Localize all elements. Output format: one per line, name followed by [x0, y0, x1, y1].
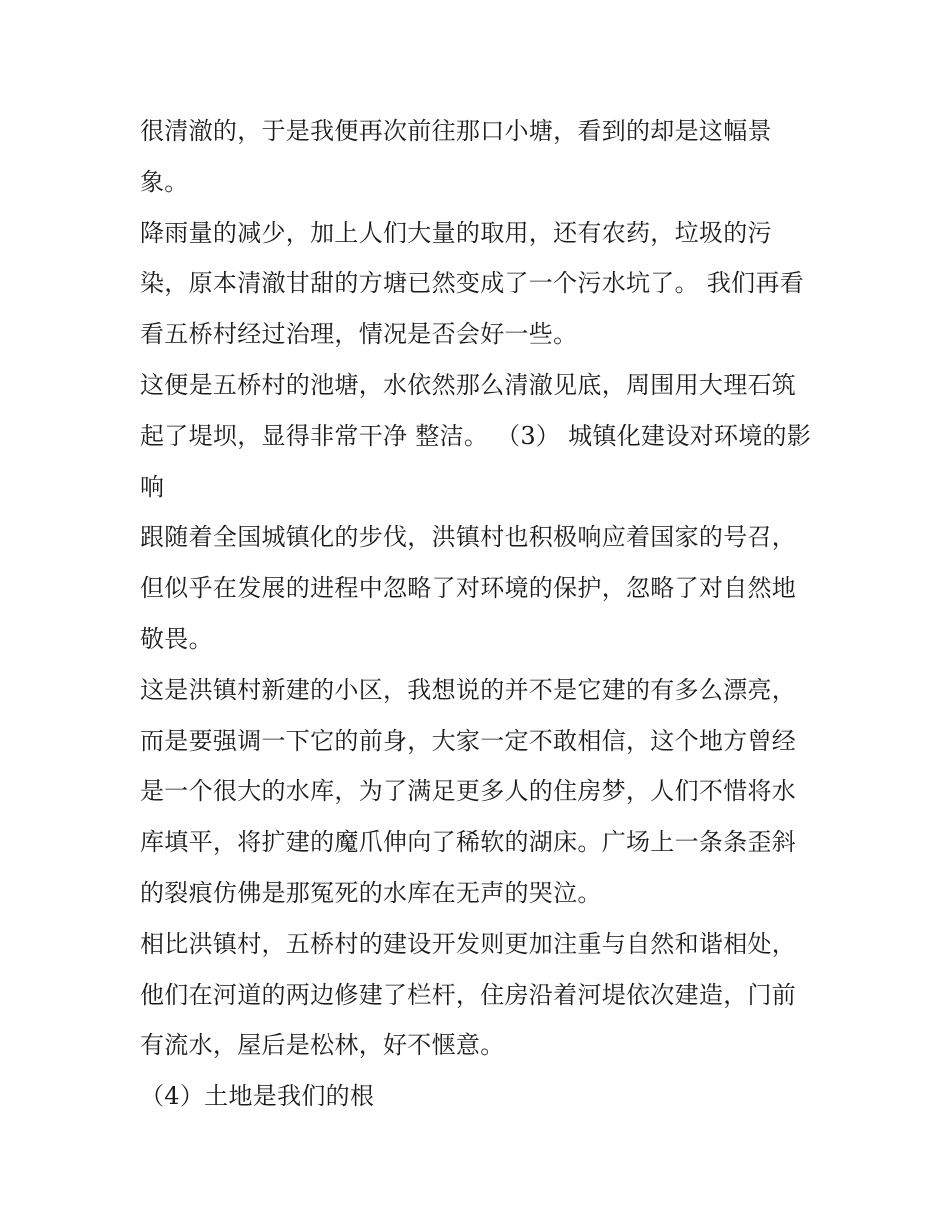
paragraph: 这便是五桥村的池塘，水依然那么清澈见底，周围用大理石筑起了堤坝，显得非常干净 整洁。 （3） 城镇化建设对环境的影响 — [140, 370, 812, 501]
paragraph: 这是洪镇村新建的小区，我想说的并不是它建的有多么漂亮，而是要强调一下它的前身，大家一定不敢相信，这个地方曾经是一个很大的水库，为了满足更多人的住房梦，人们不惜将水库填平，将扩建的魔爪伸向了稀软的湖床。广场上一条条歪斜的裂痕仿佛是那冤死的水库在无声的哭泣。 — [140, 675, 797, 907]
paragraph: 降雨量的减少，加上人们大量的取用，还有农药，垃圾的污染，原本清澈甘甜的方塘已然变成了一个污水坑了。 我们再看看五桥村经过治理，情况是否会好一些。 — [140, 218, 805, 349]
body-text — [140, 106, 820, 1122]
section-heading: （4）土地是我们的根 — [140, 1082, 375, 1111]
paragraph: 跟随着全国城镇化的步伐，洪镇村也积极响应着国家的号召，但似乎在发展的进程中忽略了对环境的保护，忽略了对自然地敬畏。 — [140, 523, 797, 653]
paragraph: 很清澈的，于是我便再次前往那口小塘，看到的却是这幅景象。 — [140, 117, 772, 196]
paragraph: 相比洪镇村，五桥村的建设开发则更加注重与自然和谐相处，他们在河道的两边修建了栏杆，住房沿着河堤依次建造，门前有流水，屋后是松林，好不惬意。 — [140, 929, 797, 1060]
